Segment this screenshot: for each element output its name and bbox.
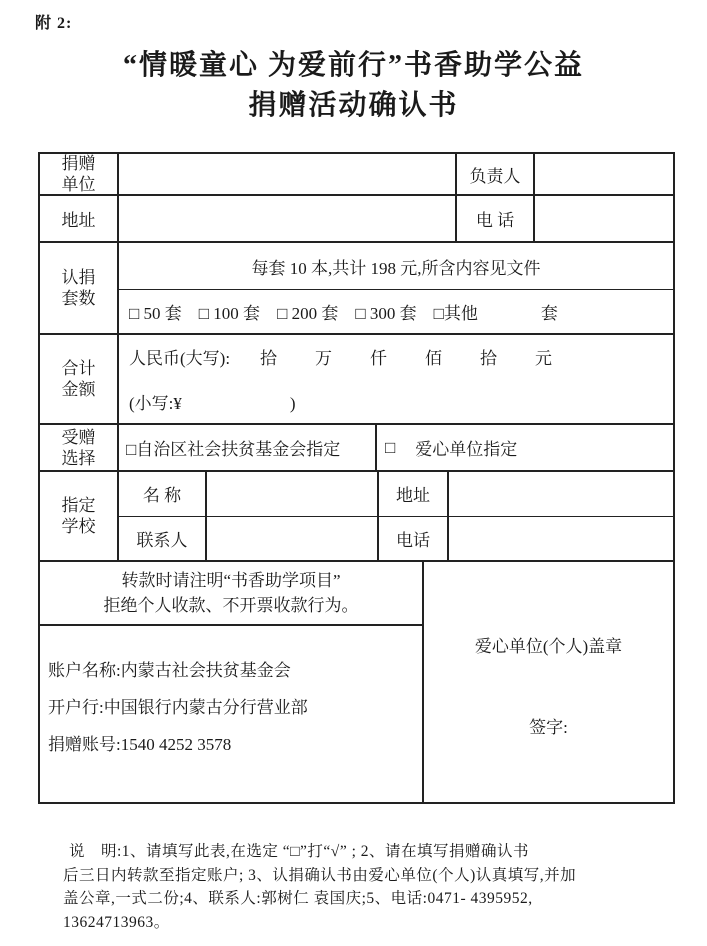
pledge-options-row [119, 290, 673, 333]
school-address-value-cell [449, 472, 673, 516]
amount-label-cell [40, 335, 119, 423]
pledge-option-other: □其他 [433, 304, 478, 324]
stamp-label: 爱心单位(个人)盖章 [474, 637, 623, 656]
school-contact-value-cell [207, 517, 379, 561]
school-name-label: 名 称 [119, 472, 207, 516]
donor-unit-label-cell [40, 154, 119, 194]
school-label: 指定学校 [61, 496, 96, 536]
amount-unit-shi-wan: 拾 [260, 349, 278, 368]
pledge-unit-suffix: 套 [540, 304, 558, 324]
address-label-cell [40, 196, 119, 241]
bank-name: 开户行:中国银行内蒙古分行营业部 [48, 698, 308, 717]
donor-unit-value-cell [119, 154, 457, 194]
attachment-label: 附 2: [35, 15, 73, 32]
account-info [40, 626, 422, 802]
amount-content-cell [119, 335, 673, 423]
address-value-cell [119, 196, 457, 241]
row-address [40, 196, 673, 243]
recipient-option-unit [377, 425, 673, 470]
transfer-note [40, 562, 422, 626]
amount-capital-prefix: 人民币(大写): [129, 349, 231, 368]
pledge-option-100: □ 100 套 [198, 304, 261, 324]
pledge-label: 认捐套数 [61, 268, 96, 308]
recipient-label-cell [40, 425, 119, 470]
pledge-option-300: □ 300 套 [355, 304, 417, 324]
recipient-option-unit-label: 爱心单位指定 [415, 440, 518, 459]
amount-unit-shi: 拾 [480, 349, 498, 368]
manager-value-cell [535, 154, 673, 194]
amount-small-line [129, 389, 673, 414]
recipient-label: 受赠选择 [61, 427, 96, 468]
instructions-line3: 盖公章,一式二份;4、联系人:郭树仁 袁国庆;5、电话:0471- 4395952, [63, 890, 533, 907]
pledge-desc: 每套 10 本,共计 198 元,所含内容见文件 [251, 258, 541, 278]
phone-label-cell [457, 196, 535, 241]
document-title-line1: “情暖童心 为爱前行”书香助学公益 [122, 50, 584, 81]
address-label: 地址 [61, 211, 96, 230]
school-label-cell [40, 472, 119, 560]
amount-unit-yuan: 元 [535, 349, 553, 368]
document-title [0, 46, 707, 126]
row-payment-info [40, 562, 673, 802]
phone-value-cell [535, 196, 673, 241]
school-name-value-cell [207, 472, 379, 516]
school-name-row [119, 472, 673, 517]
amount-small-prefix: (小写:¥ [129, 394, 182, 413]
instructions-line1: 说 明:1、请填写此表,在选定 “□”打“√” ; 2、请在填写捐赠确认书 [69, 843, 530, 860]
instructions-line2: 后三日内转款至指定账户; 3、认捐确认书由爱心单位(个人)认真填写,并加 [63, 866, 577, 884]
donation-form-table [38, 152, 675, 804]
payment-left-section [40, 562, 424, 802]
amount-unit-wan: 万 [315, 349, 333, 368]
amount-label: 合计金额 [61, 359, 96, 399]
manager-label: 负责人 [469, 166, 521, 186]
school-phone-value-cell [449, 517, 673, 561]
row-donor-unit [40, 154, 673, 196]
transfer-note-line1: 转款时请注明“书香助学项目” [121, 571, 341, 590]
pledge-content [119, 243, 673, 333]
phone-label: 电 话 [475, 211, 515, 230]
amount-unit-bai: 佰 [425, 349, 443, 368]
pledge-option-50: □ 50 套 [129, 304, 182, 324]
school-address-label: 地址 [379, 472, 449, 516]
school-contact-label: 联系人 [119, 517, 207, 561]
amount-unit-qian: 仟 [370, 349, 388, 368]
donor-unit-label: 捐赠单位 [61, 154, 96, 194]
account-name: 账户名称:内蒙古社会扶贫基金会 [48, 661, 291, 680]
row-designated-school [40, 472, 673, 562]
amount-capital-line [129, 344, 673, 369]
school-content [119, 472, 673, 560]
row-total-amount [40, 335, 673, 425]
recipient-option-foundation: □自治区社会扶贫基金会指定 [119, 425, 377, 470]
school-phone-label: 电话 [379, 517, 449, 561]
row-pledge-sets [40, 243, 673, 335]
row-recipient-choice [40, 425, 673, 472]
instructions-line4: 13624713963。 [63, 913, 170, 931]
pledge-option-200: □ 200 套 [277, 304, 339, 324]
manager-label-cell [457, 154, 535, 194]
donation-account-number: 捐赠账号:1540 4252 3578 [48, 735, 232, 754]
school-contact-row [119, 517, 673, 561]
checkbox-icon: □ [385, 437, 396, 457]
document-title-line2: 捐赠活动确认书 [248, 90, 459, 121]
instructions-note [63, 840, 649, 934]
amount-small-suffix: ) [289, 394, 296, 413]
signature-label: 签字: [529, 718, 568, 737]
transfer-note-line2: 拒绝个人收款、不开票收款行为。 [103, 596, 359, 615]
pledge-label-cell [40, 243, 119, 333]
pledge-desc-row [119, 243, 673, 290]
stamp-section [424, 562, 673, 802]
